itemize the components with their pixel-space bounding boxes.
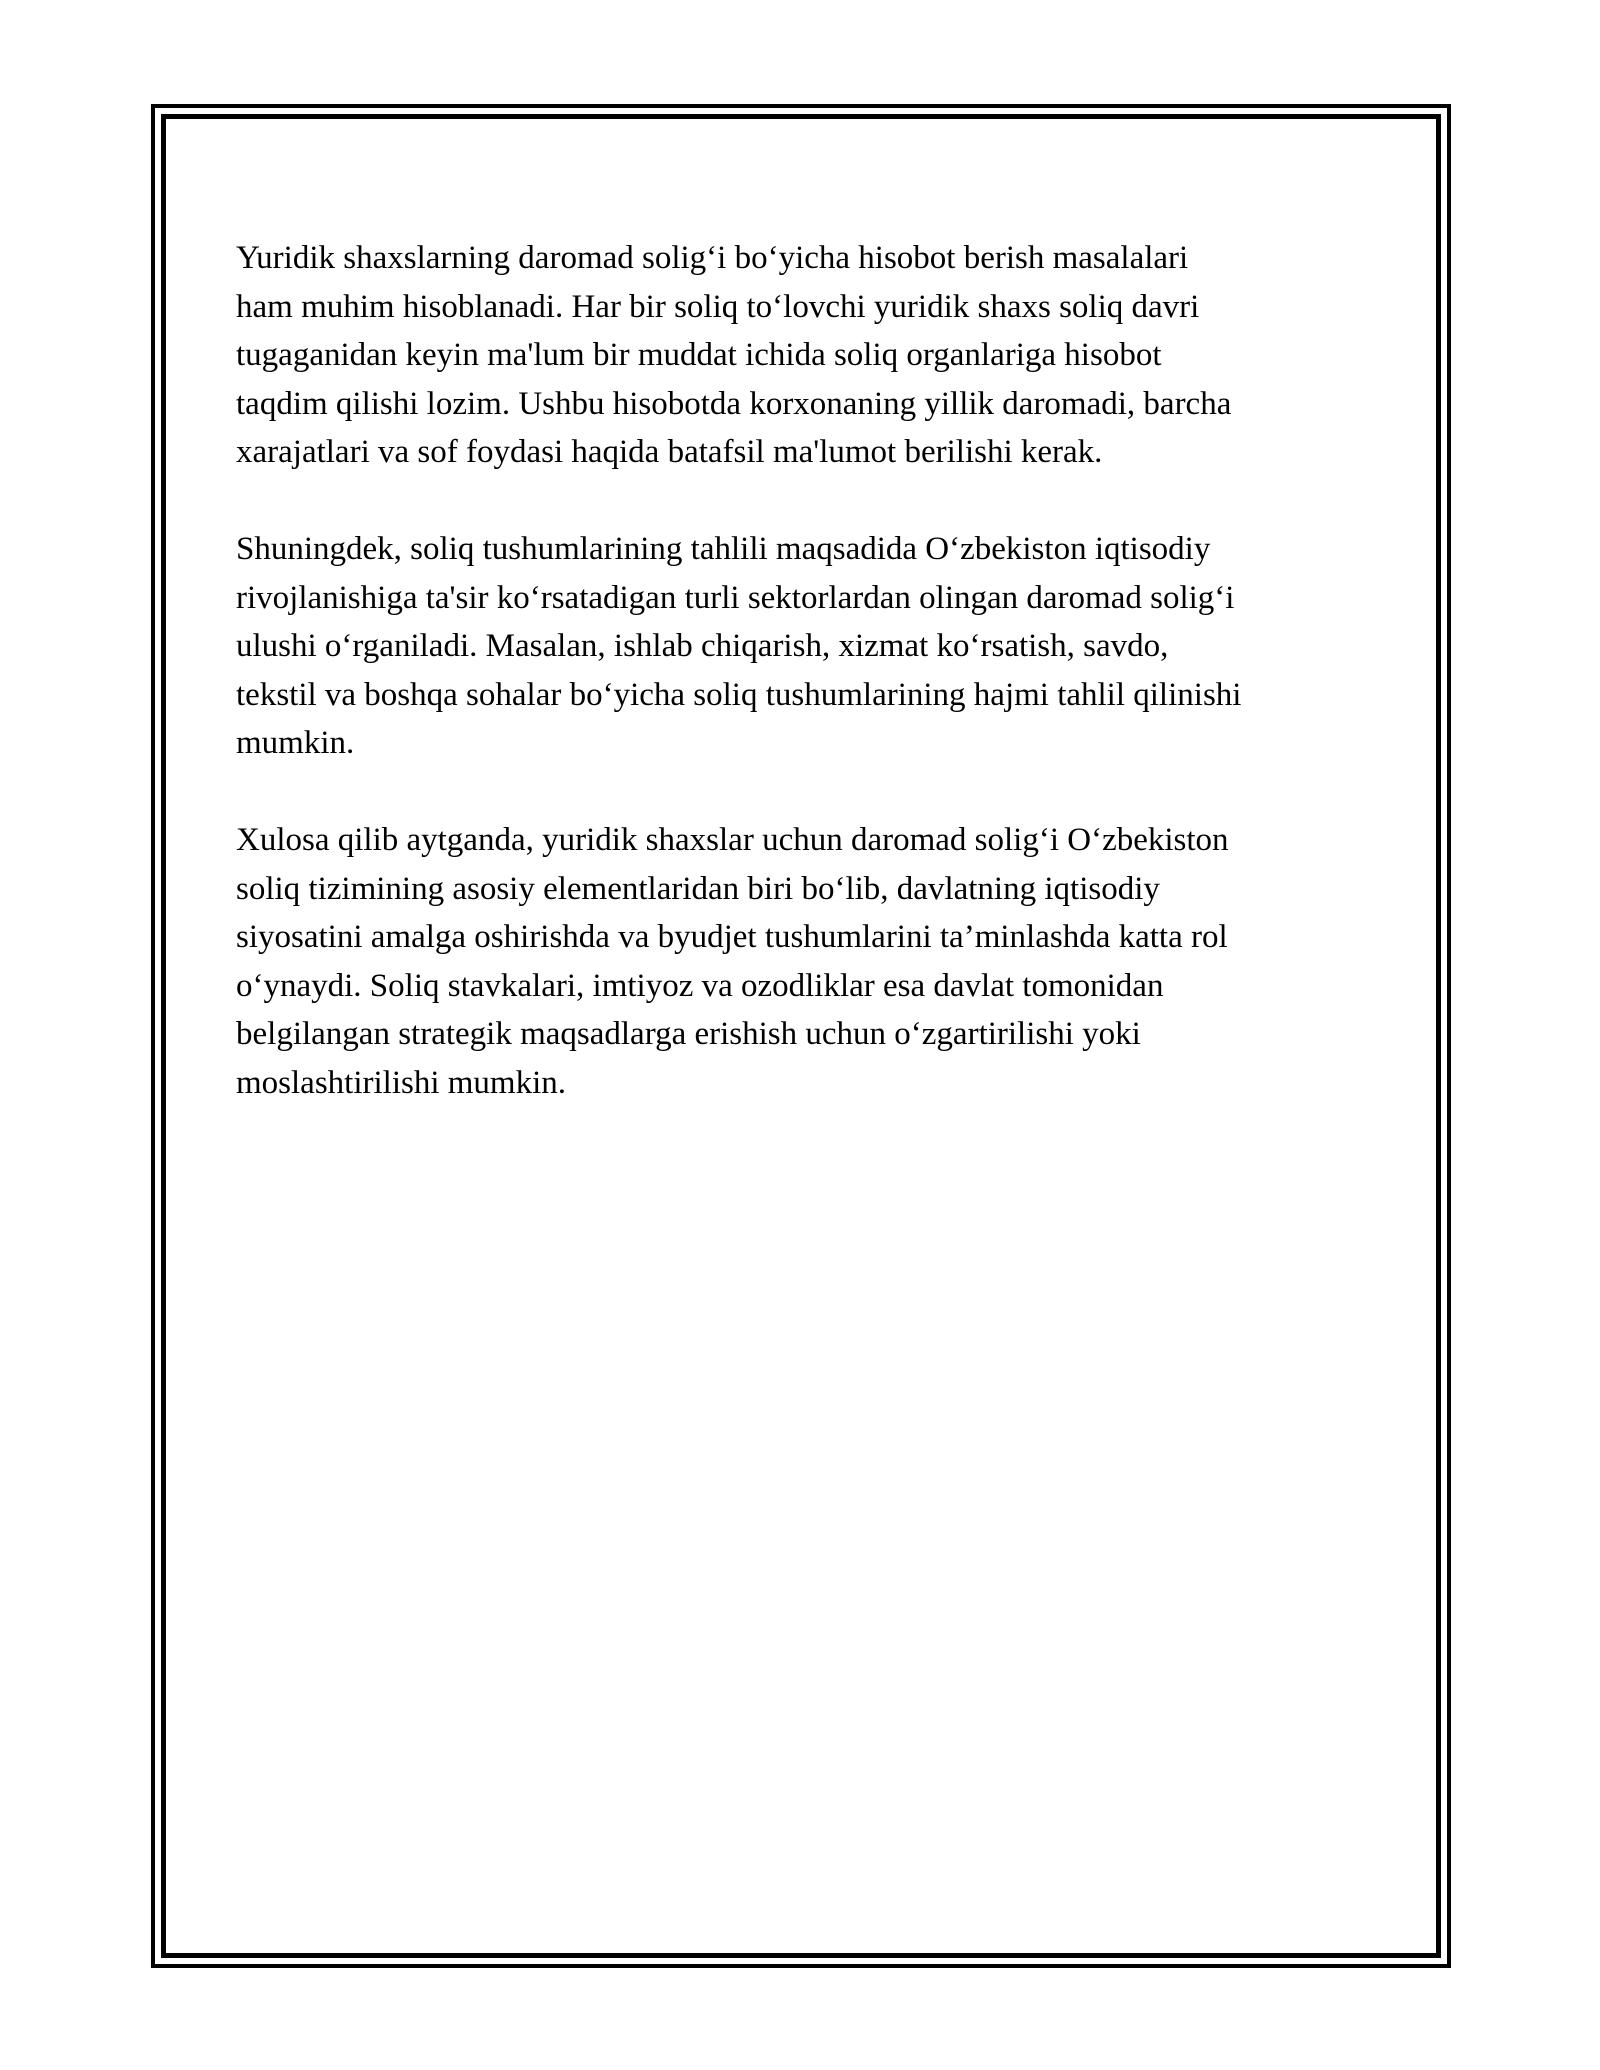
paragraph-2 xyxy=(236,525,1366,768)
text-line: tugaganidan keyin ma'lum bir muddat ichida soliq organlariga hisobot xyxy=(236,337,1162,373)
paragraph-1 xyxy=(236,234,1366,477)
text-line: ulushi o‘rganiladi. Masalan, ishlab chiqarish, xizmat ko‘rsatish, savdo, xyxy=(236,628,1169,664)
text-line: taqdim qilishi lozim. Ushbu hisobotda korxonaning yillik daromadi, barcha xyxy=(236,385,1232,422)
text-line: moslashtirilishi mumkin. xyxy=(236,1064,567,1101)
text-line: Xulosa qilib aytganda, yuridik shaxslar uchun daromad solig‘i O‘zbekiston xyxy=(236,822,1229,858)
text-line: o‘ynaydi. Soliq stavkalari, imtiyoz va ozodliklar esa davlat tomonidan xyxy=(236,967,1164,1004)
paragraph-3 xyxy=(236,816,1366,1107)
text-line: soliq tizimining asosiy elementlaridan biri bo‘lib, davlatning iqtisodiy xyxy=(236,870,1160,907)
text-line: ham muhim hisoblanadi. Har bir soliq to‘lovchi yuridik shaxs soliq davri xyxy=(236,288,1200,325)
text-line: tekstil va boshqa sohalar bo‘yicha soliq tushumlarining hajmi tahlil qilinishi xyxy=(236,676,1242,713)
text-line: Shuningdek, soliq tushumlarining tahlili maqsadida O‘zbekiston iqtisodiy xyxy=(236,531,1211,567)
text-line: belgilangan strategik maqsadlarga erishish uchun o‘zgartirilishi yoki xyxy=(236,1016,1141,1052)
document-body xyxy=(236,234,1366,1156)
text-line: rivojlanishiga ta'sir ko‘rsatadigan turli sektorlardan olingan daromad solig‘i xyxy=(236,579,1235,616)
text-line: Yuridik shaxslarning daromad solig‘i bo‘yicha hisobot berish masalalari xyxy=(236,240,1189,276)
text-line: siyosatini amalga oshirishda va byudjet tushumlarini ta’minlashda katta rol xyxy=(236,919,1228,955)
text-line: mumkin. xyxy=(236,725,355,761)
text-line: xarajatlari va sof foydasi haqida batafsil ma'lumot berilishi kerak. xyxy=(236,434,1103,470)
